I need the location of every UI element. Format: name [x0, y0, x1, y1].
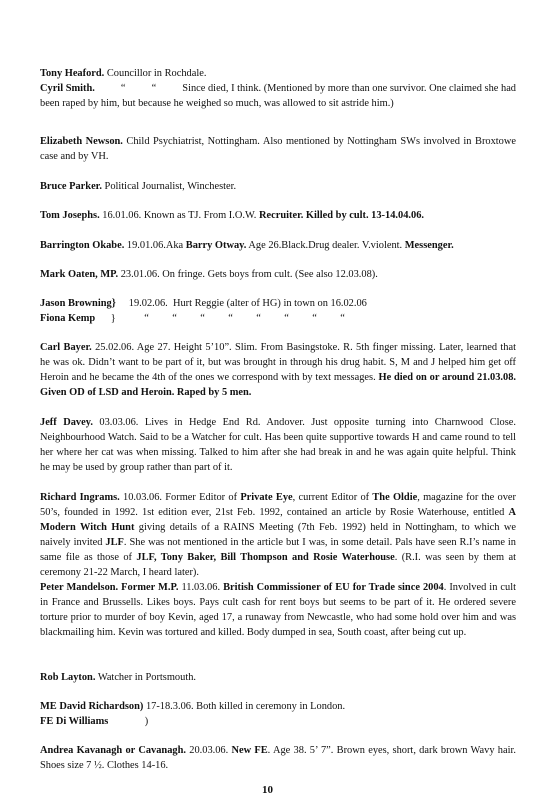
text: . She was not mentioned in the article but I was, in some detail. Pals have seen R.I’s name in same file as those of — [40, 537, 519, 563]
text: 03.03.06. Lives in Hedge End Rd. Andover. Just opposite turning into Charnwood Close. Neighbourhood Watch. Said to be a Watcher for cult. Has been quite supportive towards H and came round to tell her where her cat was when missing. Talked to him after she had break in and he was again quite helpful. Think he may be used by group rather than part of it. — [40, 417, 519, 473]
text: 19.02.06. Hurt Reggie (alter of HG) in town on 16.02.06 — [115, 298, 367, 309]
entry-kavanagh — [40, 743, 519, 773]
bold-text: A Modern Witch Hunt — [40, 507, 516, 533]
text: Political Journalist, Winchester. — [101, 181, 237, 192]
bold-text: ME David Richardson) — [40, 701, 144, 712]
bold-text: Rob Layton. — [40, 672, 96, 683]
bold-text: Peter Mandelson. Former M.P. — [40, 582, 179, 593]
text: , current Editor of — [292, 492, 373, 503]
bold-text: Elizabeth Newson. — [40, 136, 123, 147]
bold-text: Barrington Okabe. — [40, 240, 125, 251]
text: 11.03.06. — [178, 582, 224, 593]
text: 17-18.3.06. Both killed in ceremony in London. — [143, 701, 346, 712]
text: Child Psychiatrist, Nottingham. Also mentioned by Nottingham SWs involved in Broxtowe case and by VH. — [40, 136, 519, 162]
bold-text: Jason Browning} — [40, 298, 116, 309]
text: } “ “ “ “ “ “ “ “ — [95, 313, 345, 324]
bold-text: Private Eye — [240, 492, 293, 503]
entry-josephs — [40, 208, 516, 223]
bold-text: Andrea Kavanagh or Cavanagh. — [40, 745, 186, 756]
entry-richardson — [40, 699, 516, 714]
bold-text: The Oldie — [372, 492, 418, 503]
bold-text: Tom Josephs. — [40, 210, 100, 221]
entry-bayer — [40, 340, 519, 400]
text: 16.01.06. Known as TJ. From I.O.W. — [99, 210, 259, 221]
entry-layton — [40, 670, 516, 685]
entry-parker — [40, 179, 516, 194]
bold-text: British Commissioner of EU for Trade since 2004 — [223, 582, 444, 593]
entry-ingrams — [40, 490, 519, 580]
text: 25.02.06. Age 27. Height 5’10”. Slim. From Basingstoke. R. 5th finger missing. Later, learned that he was ok. Didn’t want to be part of it, but was brought in through his drug habit. S, M and J helped him get off Heroin and he became the 4th of the ones we correspond with by text messages. — [40, 342, 519, 383]
text: 20.03.06. — [185, 745, 232, 756]
text: “ “ Since died, I think. (Mentioned by more than one survivor. One claimed she had been raped by him, but because he weighed so much, was allowed to sit astride him.) — [40, 83, 519, 109]
page-number: 10 — [262, 784, 273, 796]
text: Age 26.Black.Drug dealer. V.violent. — [246, 240, 405, 251]
entry-mandelson — [40, 580, 519, 640]
bold-text: Tony Heaford. — [40, 68, 105, 79]
text: ) — [108, 716, 149, 727]
text: . (R.I. was seen by them at ceremony 21-22 March, I heard later). — [40, 552, 519, 578]
text: 10.03.06. Former Editor of — [119, 492, 241, 503]
entry-kemp — [40, 311, 516, 326]
bold-text: Messenger. — [404, 240, 454, 251]
bold-text: New FE — [231, 745, 268, 756]
text: , magazine for the over 50’s, founded in 1992. 1st edition ever, 21st Feb. 1992, contained an article by Rosie Waterhouse, entitled — [40, 492, 519, 518]
bold-text: FE Di Williams — [40, 716, 109, 727]
entry-heaford — [40, 66, 516, 81]
text: Councillor in Rochdale. — [104, 68, 207, 79]
text: 23.01.06. On fringe. Gets boys from cult. (See also 12.03.08). — [118, 269, 378, 280]
entry-williams — [40, 714, 516, 729]
entry-davey — [40, 415, 519, 475]
bold-text: Carl Bayer. — [40, 342, 92, 353]
entry-browning — [40, 296, 516, 311]
bold-text: He died on or around 21.03.08. Given OD of LSD and Heroin. Raped by 5 men. — [40, 372, 516, 398]
bold-text: JLF — [105, 537, 124, 548]
bold-text: Jeff Davey. — [40, 417, 93, 428]
text: 19.01.06.Aka — [124, 240, 186, 251]
bold-text: Fiona Kemp — [40, 313, 96, 324]
bold-text: Richard Ingrams. — [40, 492, 120, 503]
entry-oaten — [40, 267, 516, 282]
entry-cyril-smith — [40, 81, 519, 111]
bold-text: Mark Oaten, MP. — [40, 269, 119, 280]
text: . Involved in cult in France and Brussells. Likes boys. Pays cult cash for rent boys but seems to be part of it. He ordered severe torture prior to murder of boy Kevin, aged 17, a runaway from Newcastle, who had some hold over him and was blackmailing him. Kevin was tortured and killed. Body dumped in sea, South coast, after being cut up. — [40, 582, 519, 638]
bold-text: JLF, Tony Baker, Bill Thompson and Rosie Waterhouse — [136, 552, 395, 563]
bold-text: Barry Otway. — [185, 240, 247, 251]
text: . Age 38. 5’ 7”. Brown eyes, short, dark brown Wavy hair. Shoes size 7 ½. Clothes 14-16. — [40, 745, 519, 771]
bold-text: Cyril Smith. — [40, 83, 95, 94]
entry-newson — [40, 134, 519, 164]
text: giving details of a RAINS Meeting (7th Feb. 1992) held in Nottingham, to which we naively invited — [40, 522, 519, 548]
bold-text: Bruce Parker. — [40, 181, 102, 192]
bold-text: Recruiter. Killed by cult. 13-14.04.06. — [259, 210, 424, 221]
entry-okabe — [40, 238, 516, 253]
text: Watcher in Portsmouth. — [95, 672, 196, 683]
